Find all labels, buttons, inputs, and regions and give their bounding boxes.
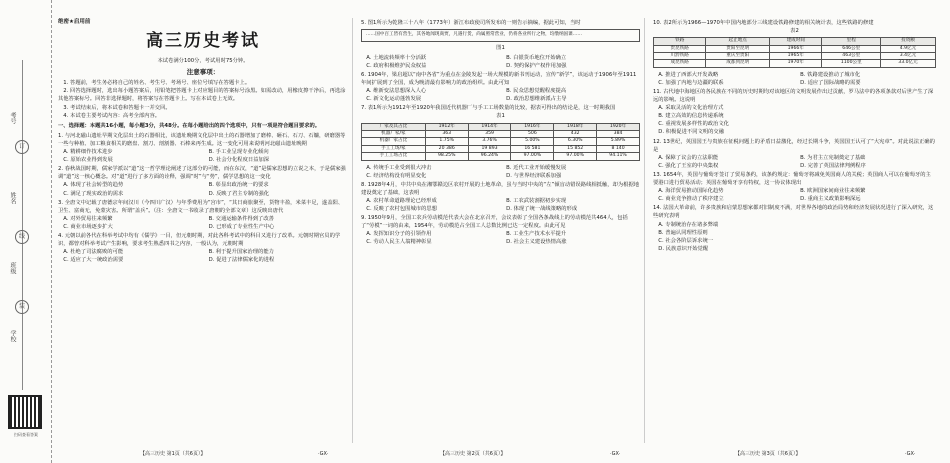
question-4 xyxy=(58,232,348,264)
table-cell: 97.00% xyxy=(554,153,597,160)
table-caption: 表2 xyxy=(790,28,799,35)
answer-option[interactable]: C. 加强了内地与边疆的联系 xyxy=(658,79,724,86)
answer-option[interactable]: C. 重视发展多样性的政治文化 xyxy=(658,121,729,128)
question-11 xyxy=(653,88,936,137)
secret-mark: 绝密★启用前 xyxy=(58,19,91,25)
answer-option[interactable]: B. 交通运输条件得到了改善 xyxy=(208,215,274,222)
question-stem: 12. 13世纪，英国国王与贵族在征税问题上的矛盾日益激化，经过长期斗争，英国国王认可了“大宪章”。对此说法正确的是 xyxy=(653,138,935,153)
binding-label: 考号 xyxy=(9,112,16,124)
table-cell: 成都到昆明 xyxy=(706,60,770,67)
exam-title: 高三历史考试 xyxy=(146,31,260,52)
answer-option[interactable]: B. 手工业呈现专业化倾向 xyxy=(208,149,269,156)
table-cell: 33.0亿元 xyxy=(881,60,936,67)
question-stem: 5. 图1所示为乾隆三十八年（1773年）浙江布政使司所发布的一则告示摘编，据此可知，当时 xyxy=(361,20,581,26)
table-cell: 机器厂家占比 xyxy=(362,138,426,145)
answer-option[interactable]: A. 农村革命道路理论已经形成 xyxy=(366,197,437,204)
answer-option[interactable]: D. 反映了君主专制的强化 xyxy=(208,190,270,197)
answer-option[interactable]: B. 建立高效的信息传递系统 xyxy=(658,113,724,120)
table-cell: 4.9亿元 xyxy=(881,45,936,52)
data-table-2 xyxy=(653,37,936,68)
binding-label: 姓名 xyxy=(9,192,16,204)
question-stem: 4. 元朝以前各代在科举考试中均有《儒学》一目，但元朝时期，对此各科考试中的科目又进行了改革。元朝时期官员的学识，都曾对科举考试产生影响，要求考生熟悉四书之内容，一般认为，元朝时期 xyxy=(58,232,341,248)
page-code: ·GX· xyxy=(610,451,621,457)
binding-margin xyxy=(0,0,52,463)
answer-option[interactable]: C. 新文化运动蓬勃发展 xyxy=(366,96,422,103)
question-stem: 6. 1904年，梁启超以“南中各省”为重点在金陵发起一场大规模的新书刊运动，宣传“新学”，该运动于1906年至1911年间扩展到了全国，成为晚清最有影响力的政治组织。由此可知 xyxy=(361,71,637,87)
table-header-cell: 里程 xyxy=(822,38,881,45)
table-header-cell: 1918年 xyxy=(554,123,597,130)
table-caption: 表1 xyxy=(496,113,505,120)
answer-option[interactable]: D. 契约保护产权作用加强 xyxy=(506,62,567,69)
table-cell: 手工工场/家 xyxy=(362,145,426,152)
answer-option[interactable]: D. 重商主义政策影响深远 xyxy=(800,196,861,203)
answer-option[interactable]: D. 与世界经济联系加强 xyxy=(506,172,562,179)
answer-option[interactable]: D. 民族意识开始觉醒 xyxy=(658,245,709,252)
table-cell: 94.11% xyxy=(597,153,640,160)
question-stem: 1. 与河北磁山遗址早期文化层出土的石器相比，该遗址晚期文化层中出土的石器增加了磨棒、砸石、石刀、石镰，研磨器等一些与种植、加工粮食相关的磨盘、割刀、剖割器、石棒来再生成。这一变化可用来说明河北磁山遗址晚期 xyxy=(58,132,346,147)
answer-option[interactable]: C. 原始农业得到发展 xyxy=(63,157,113,164)
notice-item: 3. 考试结束后，将本试卷和答题卡一并交回。 xyxy=(63,104,171,111)
answer-option[interactable]: D. 社会主义建设热情高涨 xyxy=(506,239,567,246)
answer-option[interactable]: B. 普遍认同理性原则 xyxy=(658,229,708,236)
answer-option[interactable]: B. 白银货币地位开始确立 xyxy=(506,54,567,61)
notice-item: 4. 本试卷主要考试内容：高考全部内容。 xyxy=(63,112,161,119)
answer-option[interactable]: A. 海洋贸易推动国际化趋势 xyxy=(658,188,724,195)
question-1 xyxy=(58,132,348,164)
table-cell: 19 893 xyxy=(468,145,511,152)
question-3 xyxy=(58,199,348,231)
table-cell: 15 852 xyxy=(554,145,597,152)
table-row xyxy=(654,53,936,60)
table-cell: 1970年 xyxy=(770,60,822,67)
table-cell: 363 xyxy=(425,130,468,137)
table-cell: 贵阳至昆明 xyxy=(706,45,770,52)
page-code: ·GX· xyxy=(318,451,329,457)
qr-code[interactable] xyxy=(8,395,42,429)
question-stem: 10. 表2所示为1966—1970年中国内地部分三线建设铁路修建的相关统计表，这些铁路的修建 xyxy=(653,20,874,26)
answer-option[interactable]: A. 对外贸易往来频繁 xyxy=(63,215,113,222)
answer-option[interactable]: A. 精耕细作技术进步 xyxy=(63,149,113,156)
question-7 xyxy=(361,104,640,179)
answer-option[interactable]: A. 传统手工业受到很大冲击 xyxy=(366,164,432,171)
table-cell: 6.30% xyxy=(554,138,597,145)
table-cell: 20 386 xyxy=(425,145,468,152)
table-cell: 1.75% xyxy=(425,138,468,145)
answer-option[interactable]: D. 促进了法律儒家化的进程 xyxy=(208,257,275,264)
table-cell: 重庆至贵阳 xyxy=(706,53,770,60)
page-3-column xyxy=(644,18,936,443)
table-header-cell: 建成时间 xyxy=(770,38,822,45)
answer-option[interactable]: C. 满足了现实政治的需求 xyxy=(63,190,124,197)
answer-option[interactable]: C. 商业竞争推动了秩序建立 xyxy=(658,196,724,203)
qr-caption: 扫码查看答案 xyxy=(14,432,38,437)
question-stem: 14. 法国大革命前，许多贵族和启蒙思想家都对旧制度不满，对世界各地的政治局势和经济发展状况进行了深入研究，这些研究表明 xyxy=(653,205,934,220)
table-cell: 川黔铁路 xyxy=(654,53,706,60)
notice-item: 2. 回答选择题时，选出每小题答案后，用铅笔把答题卡上对应题目的答案标号涂黑。如需改动，用橡皮擦干净后，再选涂其他答案标号。回答非选择题时，将答案写在答题卡上。写在本试卷上无效。 xyxy=(58,88,346,103)
answer-option[interactable]: B. 欧洲国家间商业往来频繁 xyxy=(800,188,866,195)
exam-meta: 本试卷满分100分，考试用时75分钟。 xyxy=(157,58,249,65)
notice-title: 注意事项： xyxy=(186,68,220,77)
answer-option[interactable]: D. 体现了统一战线策略的形成 xyxy=(506,206,578,213)
answer-option[interactable]: A. 推进了西部大开发战略 xyxy=(658,71,719,78)
page-2-column xyxy=(352,18,640,443)
table-header-cell: 起止地点 xyxy=(706,38,770,45)
question-stem: 8. 1928年4月，中共中央在湘鄂赣边区农村开展的土地革命，虽与当时中央的“左”倾盲动错误路线相抵触，却为根据地建设奠定了基础，这表明 xyxy=(361,181,640,196)
table-cell: 8 140 xyxy=(597,145,640,152)
question-6 xyxy=(361,71,640,103)
page-code: ·GX· xyxy=(905,451,916,457)
question-12 xyxy=(653,138,936,170)
table-row xyxy=(362,138,640,145)
binding-line xyxy=(22,60,23,390)
question-stem: 9. 1950年9月，全国工农兵劳动模范代表大会在北京召开，会议表彰了全国各条战线上的劳动模范共464人，包括了“劳模”一词的由来，1954年，劳动模范占全国工人总数比例已达一定程度。由此可见 xyxy=(361,215,628,230)
page-1-column xyxy=(58,18,348,443)
question-stem: 3. 全唐文中记载了唐德宗年间汉川（今四川广汉）与年季费用为“宫市”，“其日商旅聚至，货物丰盈，米菜丰足，遂盖阳、卫生、富商无，免蒙灾害。所谓“盖兵”。（注：全唐文一书收录了唐朝的全部文章）这反映出唐代 xyxy=(58,199,344,214)
table-cell: 463公里 xyxy=(822,53,881,60)
table-row xyxy=(654,45,936,52)
question-13 xyxy=(653,171,936,203)
table-cell: 5.89% xyxy=(597,138,640,145)
table-cell: 432 xyxy=(554,130,597,137)
answer-option[interactable]: A. 发挥知识分子的引领作用 xyxy=(366,231,432,238)
binding-label: 班级 xyxy=(9,262,16,274)
answer-option[interactable]: A. 保障了议会的立法职能 xyxy=(658,154,719,161)
answer-option[interactable]: B. 近代工业开始缓慢发展 xyxy=(506,164,567,171)
answer-option[interactable]: A. 土地流转频率十分活跃 xyxy=(366,54,427,61)
table-cell: 359 xyxy=(468,130,511,137)
table-cell: 手工工场占比 xyxy=(362,153,426,160)
document-excerpt: ……国中百工皆有营生，其各地闻现商贾，凡遇行货，尚属照常营业，仍将各业所行之物，均缴纳国课…… xyxy=(361,29,640,42)
table-cell: 贵昆铁路 xyxy=(654,45,706,52)
table-row xyxy=(654,60,936,67)
answer-option[interactable]: C. 适应了大一统政治需要 xyxy=(63,257,124,264)
question-10 xyxy=(653,19,936,87)
answer-option[interactable]: B. 工农武装割据初步实现 xyxy=(506,197,567,204)
answer-option[interactable]: A. 专制统治存在诸多弊端 xyxy=(658,221,719,228)
table-cell: 成昆铁路 xyxy=(654,60,706,67)
answer-option[interactable]: A. 采取灵活的文化治理方式 xyxy=(658,105,724,112)
table-cell: 机器厂家/家 xyxy=(362,130,426,137)
table-header-cell: 厂家及其占比 xyxy=(362,123,426,130)
question-stem: 2. 春秋战国时期，儒家学派以“道”这一哲学理论阐述了这部分的可能，而在东汉，“道”是儒家思想的立说之本，于是儒家强调“道”这一核心概念。对“道”进行了多方面的诠释，强调“时”与“势”，儒学思想的这一变化 xyxy=(58,166,346,181)
table-cell: 97.00% xyxy=(511,153,554,160)
section-heading: 一、选择题：本题共16小题，每小题3分，共48分。在每小题给出的四个选项中，只有一项是符合题目要求的。 xyxy=(58,122,321,129)
table-cell: 96.24% xyxy=(468,153,511,160)
binding-hole: 线 xyxy=(15,230,29,244)
answer-option[interactable]: B. 为君主立宪制奠定了基础 xyxy=(800,154,866,161)
question-5 xyxy=(361,19,640,70)
table-row xyxy=(362,153,640,160)
table-cell: 384 xyxy=(597,130,640,137)
binding-label: 学校 xyxy=(9,330,16,342)
answer-option[interactable]: C. 劳动人民主人翁精神彰显 xyxy=(366,239,432,246)
answer-option[interactable]: C. 经济结构没有明显变化 xyxy=(366,172,427,179)
answer-option[interactable]: D. 政治思想维新派占主导 xyxy=(506,96,567,103)
answer-option[interactable]: B. 彰显出政治统一的要求 xyxy=(208,182,269,189)
table-row xyxy=(362,130,640,137)
figure-caption: 图1 xyxy=(496,44,505,51)
table-cell: 1100公里 xyxy=(822,60,881,67)
table-cell: 506 xyxy=(511,130,554,137)
answer-option[interactable]: A. 维新变法思想深入人心 xyxy=(366,88,427,95)
answer-option[interactable]: D. 完善了英国法律判例程序 xyxy=(800,162,866,169)
table-cell: 3.4亿元 xyxy=(881,53,936,60)
question-8 xyxy=(361,181,640,213)
question-2 xyxy=(58,165,348,197)
table-header-cell: 投资额 xyxy=(881,38,936,45)
table-cell: 1965年 xyxy=(770,53,822,60)
table-header-cell: 1914年 xyxy=(468,123,511,130)
question-stem: 11. 古代地中海地区的各民族在不同的历史时期均对该地区的文明发展作出过贡献，罗马法中的各项条款对后世产生了深远的影响。这说明 xyxy=(653,89,934,104)
table-cell: 646公里 xyxy=(822,45,881,52)
table-cell: 16 581 xyxy=(511,145,554,152)
answer-option[interactable]: D. 社会分化程度日益加深 xyxy=(208,157,270,164)
answer-option[interactable]: B. 铁路建设推动了城市化 xyxy=(800,71,861,78)
binding-hole: 订 xyxy=(15,140,29,154)
table-cell: 3.76% xyxy=(468,138,511,145)
answer-option[interactable]: D. 积极促进不同文明的交融 xyxy=(658,129,725,136)
notice-item: 1. 答题前，考生务必将自己的姓名、考生号、考场号、座位号填写在答题卡上。 xyxy=(63,80,251,87)
table-cell: 98.25% xyxy=(425,153,468,160)
page-footer: 【高三历史 第3页（共6页）】 xyxy=(735,451,801,457)
answer-option[interactable]: A. 杜绝了司法腐败的可能 xyxy=(63,249,124,256)
answer-option[interactable]: B. 民众思想觉醒程度提高 xyxy=(506,88,567,95)
binding-hole: 装 xyxy=(15,300,29,314)
answer-option[interactable]: C. 政府积极维护民众权益 xyxy=(366,62,427,69)
answer-option[interactable]: C. 反映了农村包围城市的思想 xyxy=(366,206,437,213)
answer-option[interactable]: A. 体现了社会转型的趋势 xyxy=(63,182,124,189)
answer-option[interactable]: C. 强化了王室的中央集权 xyxy=(658,162,719,169)
answer-option[interactable]: D. 已形成了专业性生产中心 xyxy=(208,223,275,230)
question-stem: 13. 1654年，英国与葡萄牙签订了贸易条约，该条约规定：葡萄牙将减免英国商人的关税；英国商人可以在葡萄牙的主要港口进行贸易活动；英国在葡萄牙享有特权，这一协议体现出 xyxy=(653,171,931,187)
table-header-cell: 1920年 xyxy=(597,123,640,130)
table-cell: 1966年 xyxy=(770,45,822,52)
question-9 xyxy=(361,214,640,246)
table-header-cell: 1912年 xyxy=(425,123,468,130)
answer-option[interactable]: C. 社会各阶层诉求统一 xyxy=(658,237,714,244)
answer-option[interactable]: B. 利于提升国家治理的能力 xyxy=(208,249,274,256)
page-footer: 【高三历史 第2页（共6页）】 xyxy=(440,451,506,457)
table-header-cell: 铁路 xyxy=(654,38,706,45)
answer-option[interactable]: B. 工业生产技术水平提升 xyxy=(506,231,567,238)
answer-option[interactable]: D. 适应了国际战略的需要 xyxy=(800,79,861,86)
data-table-1 xyxy=(361,123,640,161)
question-stem: 7. 表1所示为1912年至1920年我国近代机器厂与手工工场数量的比较，据表可得出的结论是，这一时期我国 xyxy=(361,105,616,112)
table-header-cell: 1916年 xyxy=(511,123,554,130)
answer-option[interactable]: C. 商业市场逐步扩大 xyxy=(63,223,113,230)
table-row xyxy=(362,145,640,152)
page-footer: 【高三历史 第1页（共6页）】 xyxy=(140,451,206,457)
table-cell: 5.00% xyxy=(511,138,554,145)
question-14 xyxy=(653,204,936,253)
